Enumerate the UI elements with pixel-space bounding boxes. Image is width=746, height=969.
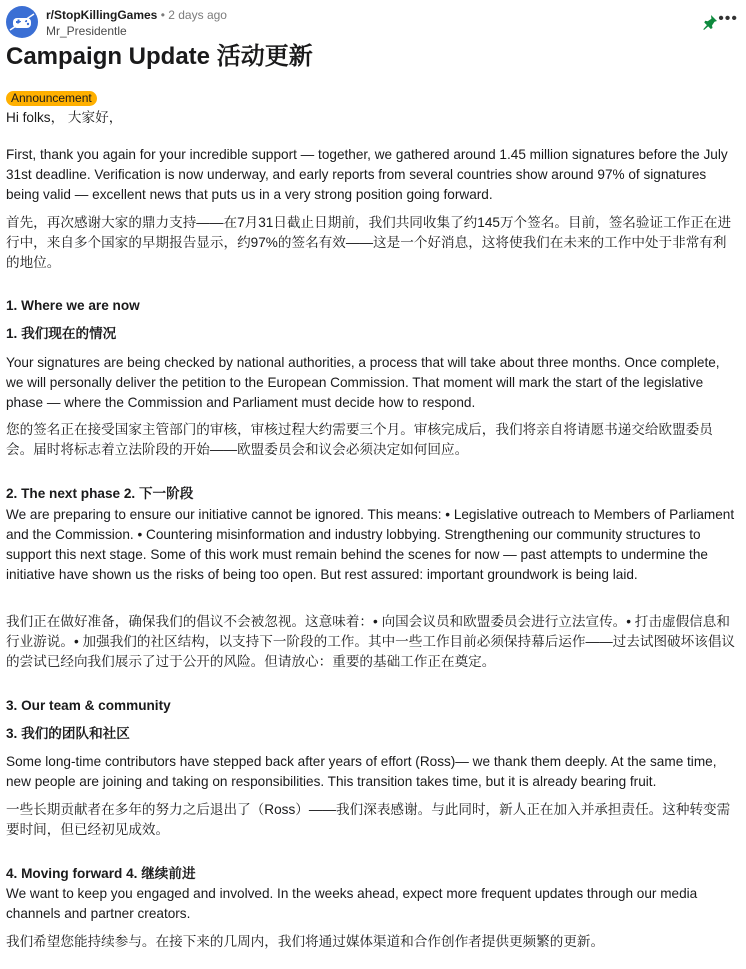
section-heading: 2. The next phase 2. 下一阶段 [6, 486, 194, 501]
flair-badge[interactable]: Announcement [6, 91, 97, 106]
section-heading: 1. 我们现在的情况 [6, 326, 117, 341]
intro-en: First, thank you again for your incredible support — together, we gathered around 1.45 million signatures before the July 31st deadline. Verification is now underway, and early reports from several countries show around 97% of signatures being valid — excellent news that puts us in a very strong position going forward. [6, 147, 728, 202]
post-age: 2 days ago [168, 8, 227, 22]
intro-zh: 首先，再次感谢大家的鼎力支持——在7月31日截止日期前，我们共同收集了约145万个签名。目前，签名验证工作正在进行中，来自多个国家的早期报告显示，约97%的签名有效——这是一个好消息，这将使我们在未来的工作中处于非常有利的地位。 [6, 215, 732, 270]
post-title: Campaign Update 活动更新 [6, 43, 313, 70]
section-heading: 4. Moving forward 4. 继续前进 [6, 866, 196, 881]
paragraph: Some long-time contributors have stepped back after years of effort (Ross)— we thank them deeply. At the same time, new people are joining and taking on responsibilities. This transition takes time, but it is already bearing fruit. [6, 754, 717, 789]
more-options-icon[interactable]: ••• [718, 10, 738, 27]
paragraph: We are preparing to ensure our initiative cannot be ignored. This means: • Legislative outreach to Members of Parliament and the Commission. • Countering misinformation and industry lobbying. Strengthening our community structures to support this next stage. Some of this work must remain behind the scenes for now — past attempts to undermine the initiative have shown us the risks of being too open. But rest assured: important groundwork is being laid. [6, 507, 735, 582]
section-heading: 1. Where we are now [6, 298, 140, 313]
paragraph: 我们希望您能持续参与。在接下来的几周内，我们将通过媒体渠道和合作创作者提供更频繁的更新。 [6, 934, 605, 949]
author-link[interactable]: Mr_Presidentle [46, 24, 127, 38]
paragraph: Your signatures are being checked by national authorities, a process that will take about three months. Once complete, we will personally deliver the petition to the European Commission. That moment will mark the start of the legislative phase — where the Commission and Parliament must decide how to respond. [6, 355, 720, 410]
pin-icon [702, 14, 718, 30]
paragraph: We want to keep you engaged and involved. In the weeks ahead, expect more frequent updates through our media channels and partner creators. [6, 886, 698, 921]
section-heading: 3. Our team & community [6, 698, 171, 713]
post-header [6, 6, 740, 40]
meta-separator: • [160, 8, 165, 22]
paragraph: 一些长期贡献者在多年的努力之后退出了（Ross）——我们深表感谢。与此同时，新人正在加入并承担责任。这种转变需要时间，但已经初见成效。 [6, 802, 731, 837]
subreddit-link[interactable]: r/StopKillingGames [46, 8, 158, 22]
gamepad-icon [6, 6, 38, 38]
paragraph: 我们正在做好准备，确保我们的倡议不会被忽视。这意味着：• 向国会议员和欧盟委员会进行立法宣传。• 打击虚假信息和行业游说。• 加强我们的社区结构，以支持下一阶段的工作。其中一些工作目前必须保持幕后运作——过去试图破坏该倡议的尝试已经向我们展示了过于公开的风险。但请放心：重要的基础工作正在奠定。 [6, 614, 736, 669]
greeting: Hi folks， 大家好， [6, 110, 123, 125]
subreddit-avatar[interactable] [6, 6, 38, 38]
post-meta [46, 8, 227, 23]
section-heading: 3. 我们的团队和社区 [6, 726, 130, 741]
paragraph: 您的签名正在接受国家主管部门的审核，审核过程大约需要三个月。审核完成后，我们将亲自将请愿书递交给欧盟委员会。届时将标志着立法阶段的开始——欧盟委员会和议会必须决定如何回应。 [6, 422, 713, 457]
